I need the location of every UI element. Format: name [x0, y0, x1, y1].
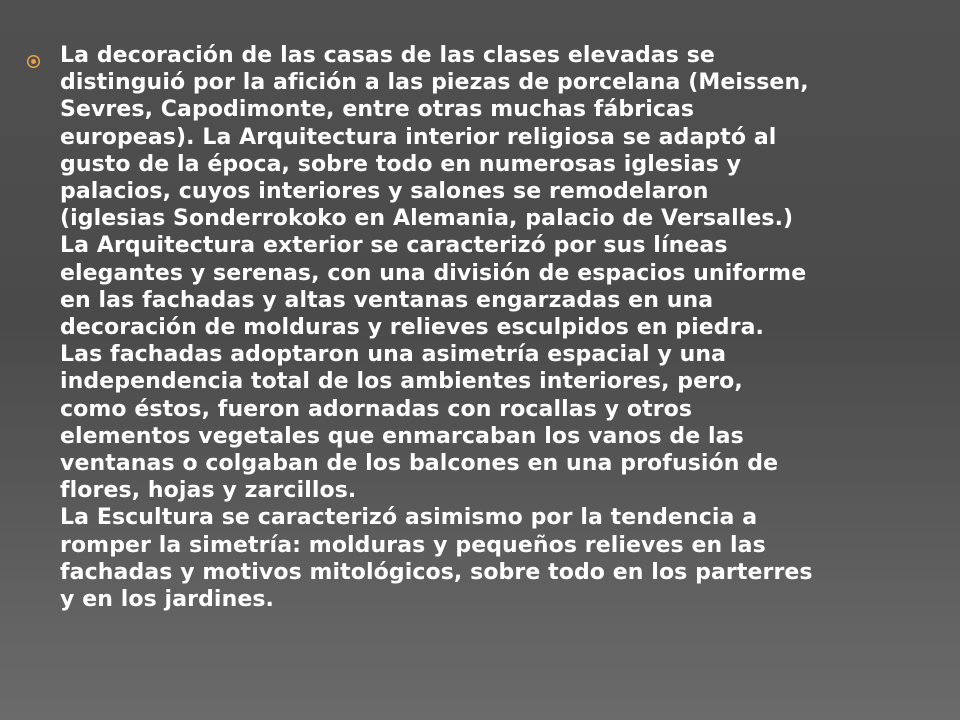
text-line: gusto de la época, sobre todo en numerosas iglesias y	[60, 151, 742, 177]
text-line: romper la simetría: molduras y pequeños relieves en las	[60, 532, 766, 558]
text-line: palacios, cuyos interiores y salones se remodelaron	[60, 179, 709, 205]
text-line: como éstos, fueron adornadas con rocallas y otros	[60, 396, 693, 422]
circled-dot-icon	[26, 54, 41, 69]
text-line: Sevres, Capodimonte, entre otras muchas fábricas	[60, 97, 695, 123]
bullet-text	[60, 42, 950, 613]
text-line: europeas). La Arquitectura interior religiosa se adaptó al	[60, 124, 777, 150]
text-line: La Arquitectura exterior se caracterizó por sus líneas	[60, 233, 728, 259]
text-line: La decoración de las casas de las clases elevadas se	[60, 43, 715, 68]
text-line: flores, hojas y zarcillos.	[60, 478, 357, 504]
text-line: y en los jardines.	[60, 587, 275, 613]
text-line: en las fachadas y altas ventanas engarzadas en una	[60, 287, 714, 313]
text-line: elementos vegetales que enmarcaban los vanos de las	[60, 423, 744, 449]
text-line: ventanas o colgaban de los balcones en una profusión de	[60, 451, 779, 477]
text-line: Las fachadas adoptaron una asimetría espacial y una	[60, 342, 727, 368]
text-line: decoración de molduras y relieves esculpidos en piedra.	[60, 315, 765, 341]
text-line: distinguió por la afición a las piezas de porcelana (Meissen,	[60, 70, 809, 96]
text-line: elegantes y serenas, con una división de espacios uniforme	[60, 260, 807, 286]
text-line: (iglesias Sonderrokoko en Alemania, palacio de Versalles.)	[60, 206, 794, 232]
text-line: La Escultura se caracterizó asimismo por la tendencia a	[60, 505, 758, 531]
text-line: independencia total de los ambientes interiores, pero,	[60, 369, 743, 395]
text-line: fachadas y motivos mitológicos, sobre todo en los parterres	[60, 559, 813, 585]
